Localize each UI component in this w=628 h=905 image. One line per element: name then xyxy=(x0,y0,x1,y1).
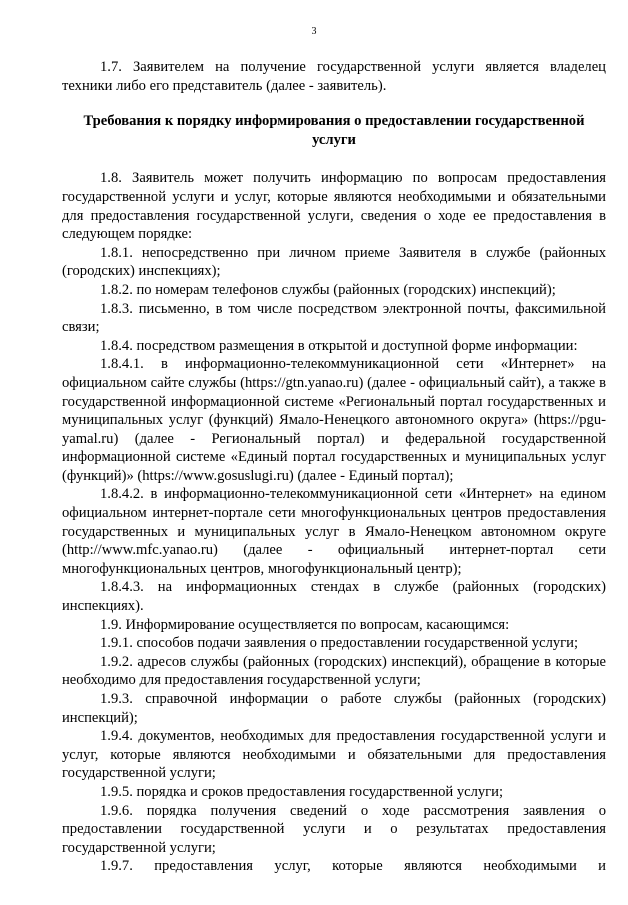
paragraph-1-8: 1.8. Заявитель может получить информацию по вопросам предоставления государственной услуги и услуг, которые являются необходимыми и обязательными для предоставления государственной услуги, сведения о ходе ее предоставления в следующем порядке: xyxy=(62,170,606,243)
paragraph-1-9-7: 1.9.7. предоставления услуг, которые являются необходимыми и xyxy=(100,858,606,875)
paragraph-1-9-4: 1.9.4. документов, необходимых для предоставления государственной услуги и услуг, которые являются необходимыми и обязательными для предоставления государственной услуги; xyxy=(62,728,606,782)
paragraph-1-8-4-2: 1.8.4.2. в информационно-телекоммуникационной сети «Интернет» на едином официальном интернет-портале сети многофункциональных центров предоставления государственных и муниципальных услуг в Ямало-Ненецком автономном округе (http://www.mfc.yanao.ru) (далее - официальный интернет-портал сети многофункциональных центров, многофункциональный центр); xyxy=(62,486,606,577)
section-heading: Требования к порядку информирования о предоставлении государственной услуги xyxy=(83,113,585,148)
paragraph-1-8-4: 1.8.4. посредством размещения в открытой и доступной форме информации: xyxy=(100,337,578,354)
document-body xyxy=(62,58,606,876)
paragraph-1-8-3: 1.8.3. письменно, в том числе посредством электронной почты, факсимильной связи; xyxy=(62,300,606,336)
paragraph-1-8-4-1: 1.8.4.1. в информационно-телекоммуникационной сети «Интернет» на официальном сайте службы (https://gtn.yanao.ru) (далее - официальный сайт), а также в государственной информационной системе «Региональный портал государственных и муниципальных услуг (функций) Ямало-Ненецкого автономного округа» (https://pgu-yamal.ru) (далее - Региональный портал) и федеральной государственной информационной системе «Единый портал государственных и муниципальных услуг (функций)» (https://www.gosuslugi.ru) (далее - Единый портал); xyxy=(62,356,606,484)
paragraph-1-7: 1.7. Заявителем на получение государственной услуги является владелец техники либо его представитель (далее - заявитель). xyxy=(62,59,606,94)
paragraph-1-8-2: 1.8.2. по номерам телефонов службы (районных (городских) инспекций); xyxy=(100,281,556,298)
paragraph-1-8-4-3: 1.8.4.3. на информационных стендах в службе (районных (городских) инспекциях). xyxy=(62,579,606,615)
paragraph-1-9-5: 1.9.5. порядка и сроков предоставления государственной услуги; xyxy=(100,783,504,800)
paragraph-1-8-1: 1.8.1. непосредственно при личном приеме Заявителя в службе (районных (городских) инспекциях); xyxy=(62,244,606,280)
paragraph-1-9-6: 1.9.6. порядка получения сведений о ходе рассмотрения заявления о предоставлении государственной услуги и о результатах предоставления государственной услуги; xyxy=(62,802,606,856)
paragraph-1-9: 1.9. Информирование осуществляется по вопросам, касающимся: xyxy=(100,616,510,633)
paragraph-1-9-2: 1.9.2. адресов службы (районных (городских) инспекций), обращение в которые необходимо для предоставления государственной услуги; xyxy=(62,653,606,689)
paragraph-1-9-1: 1.9.1. способов подачи заявления о предоставлении государственной услуги; xyxy=(100,635,578,652)
paragraph-1-9-3: 1.9.3. справочной информации о работе службы (районных (городских) инспекций); xyxy=(62,691,606,726)
page-number: 3 xyxy=(311,26,317,37)
